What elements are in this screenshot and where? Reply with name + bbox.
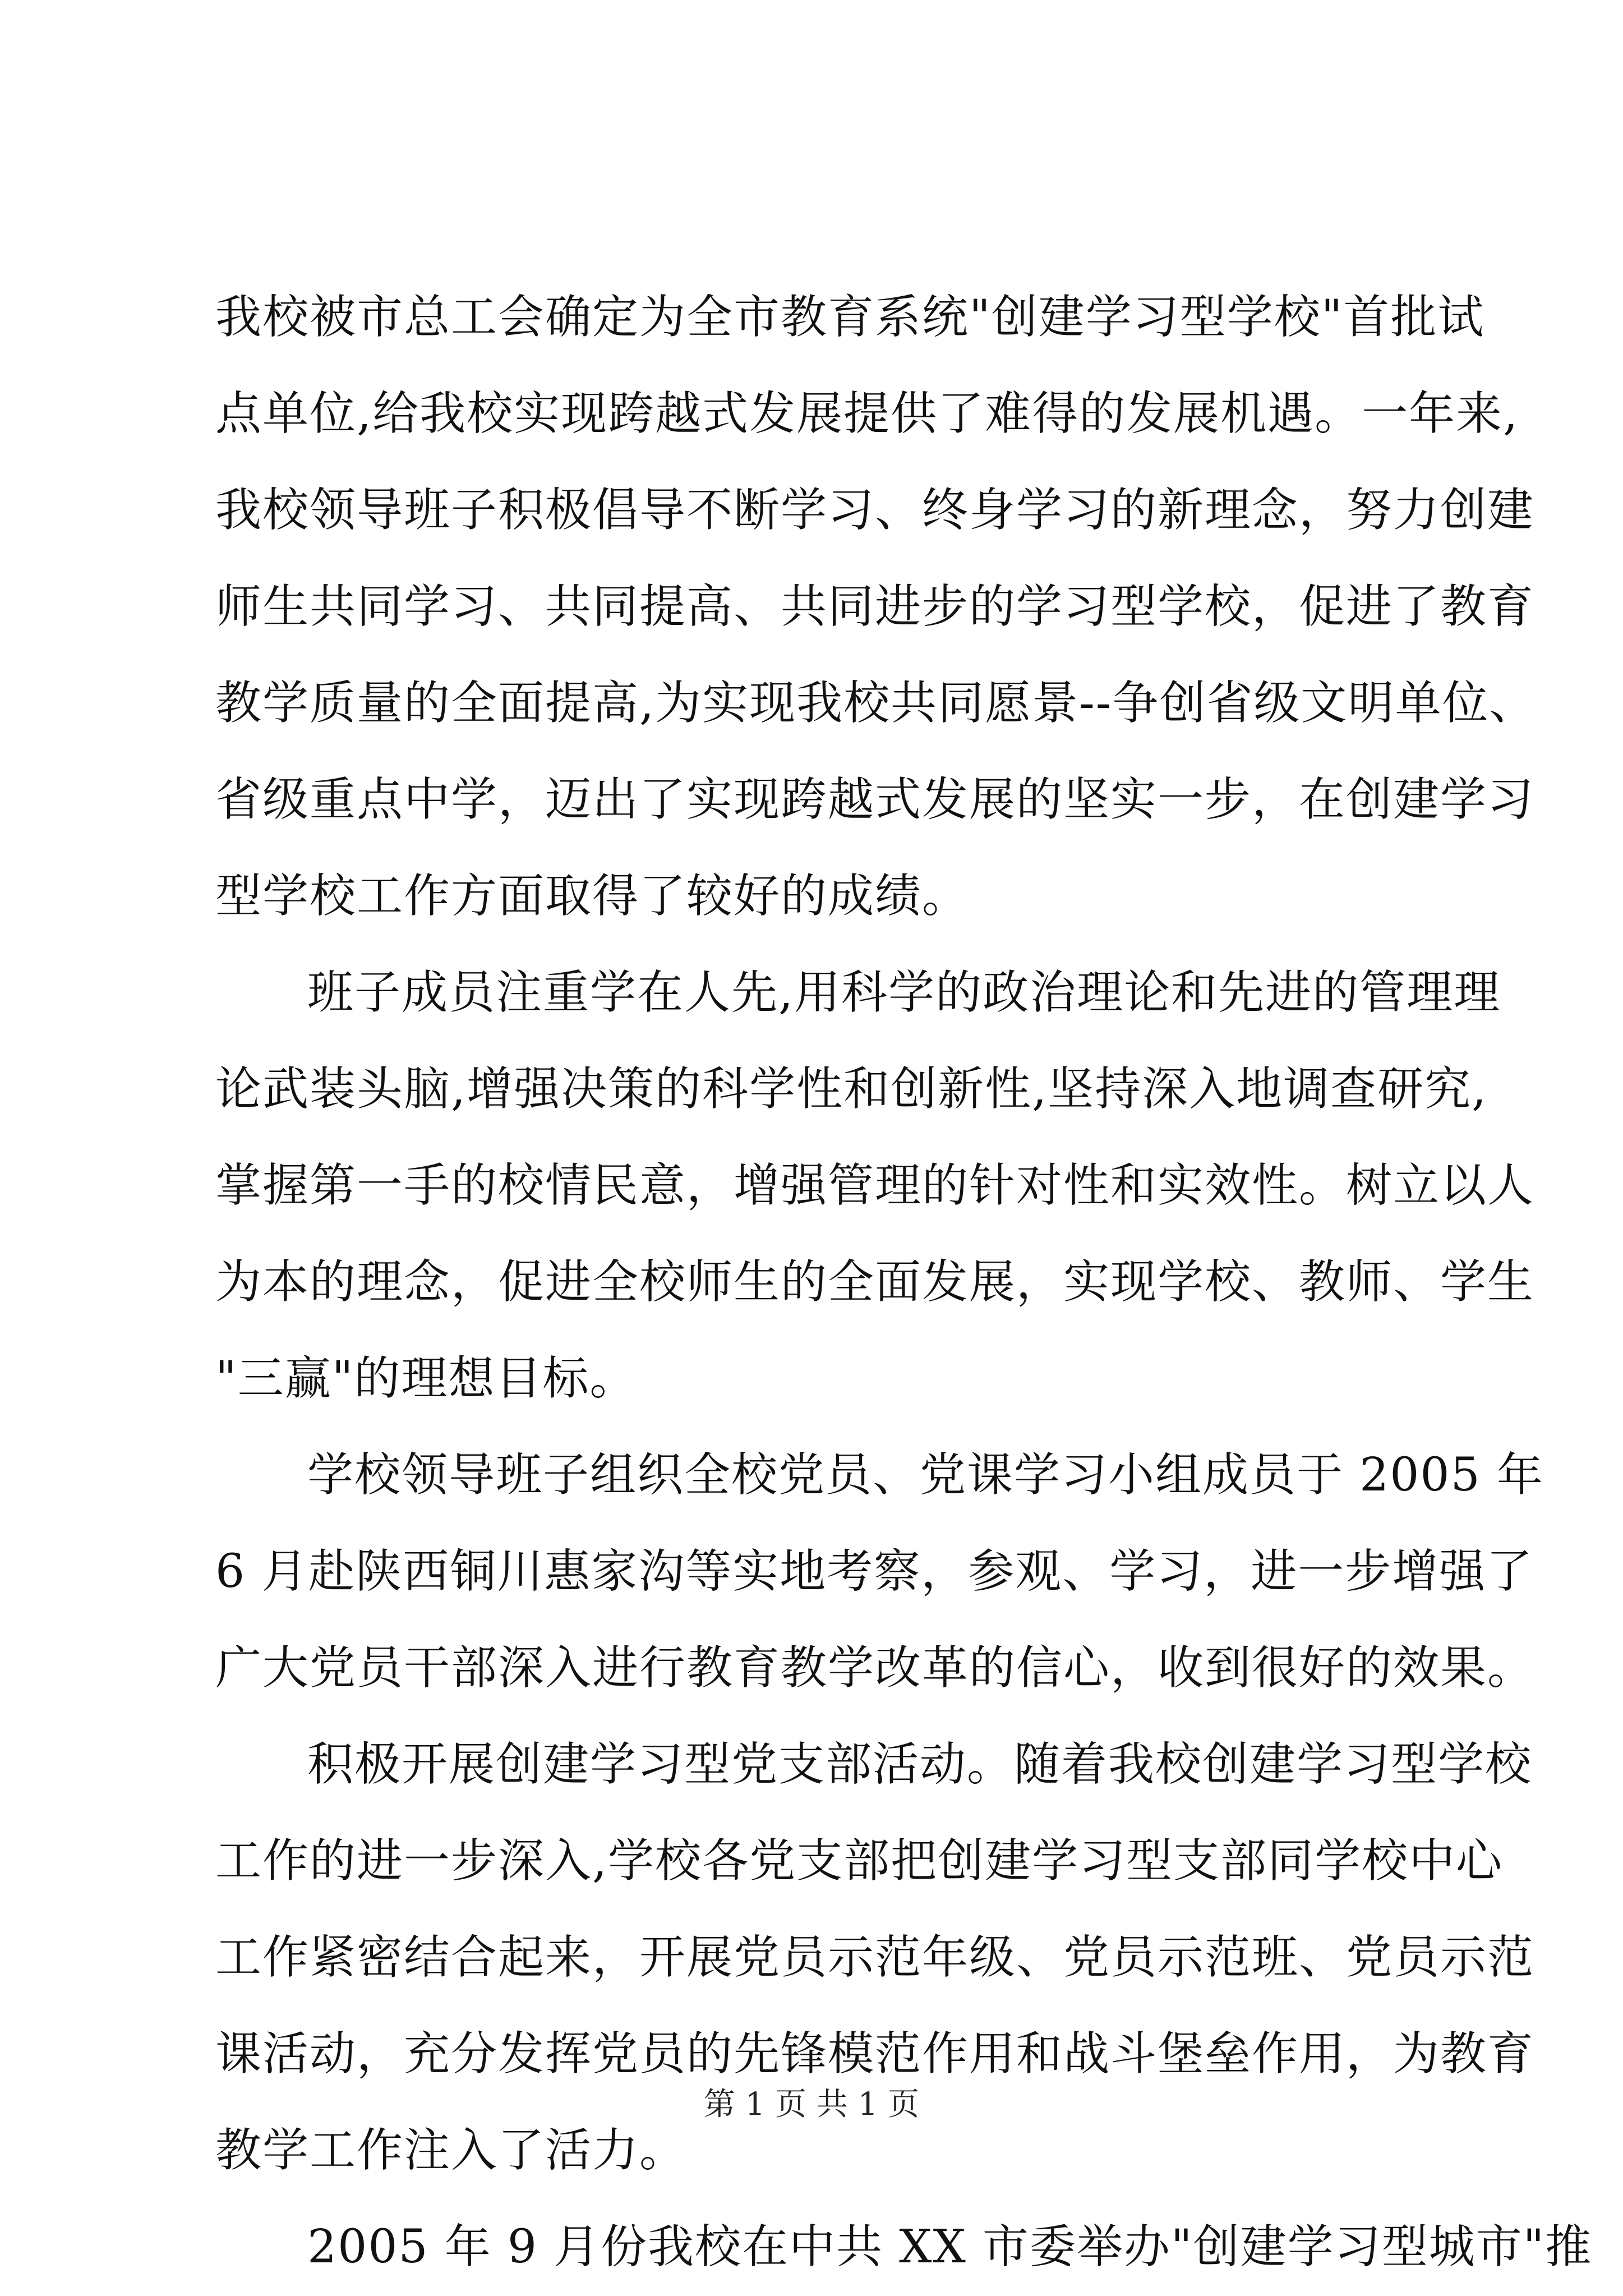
paragraph-start-line: 学校领导班子组织全校党员、党课学习小组成员于 2005 年: [307, 1448, 1544, 1502]
text-line: 教学工作注入了活力。: [215, 2124, 687, 2177]
text-line: 课活动，充分发挥党员的先锋模范作用和战斗堡垒作用，为教育: [215, 2027, 1535, 2081]
page-number-footer: 第 1 页 共 1 页: [703, 2086, 920, 2123]
paragraph-start-line: 2005 年 9 月份我校在中共 XX 市委举办"创建学习型城市"推: [307, 2220, 1593, 2274]
text-line: 工作的进一步深入,学校各党支部把创建学习型支部同学校中心: [215, 1834, 1504, 1888]
text-line: 点单位,给我校实现跨越式发展提供了难得的发展机遇。一年来,: [215, 387, 1519, 440]
text-line: 论武装头脑,增强决策的科学性和创新性,坚持深入地调查研究,: [215, 1062, 1488, 1116]
text-line: 掌握第一手的校情民意，增强管理的针对性和实效性。树立以人: [215, 1159, 1535, 1212]
text-line: 6 月赴陕西铜川惠家沟等实地考察，参观、学习，进一步增强了: [215, 1545, 1534, 1598]
text-line: 工作紧密结合起来，开展党员示范年级、党员示范班、党员示范: [215, 1931, 1535, 1984]
paragraph-start-line: 积极开展创建学习型党支部活动。随着我校创建学习型学校: [307, 1738, 1533, 1791]
text-line: 教学质量的全面提高,为实现我校共同愿景--争创省级文明单位、: [215, 677, 1537, 730]
text-line: 省级重点中学，迈出了实现跨越式发展的坚实一步，在创建学习: [215, 773, 1535, 826]
text-line: 为本的理念，促进全校师生的全面发展，实现学校、教师、学生: [215, 1255, 1535, 1309]
text-line: 师生共同学习、共同提高、共同进步的学习型学校，促进了教育: [215, 580, 1535, 633]
text-line: 型学校工作方面取得了较好的成绩。: [215, 869, 970, 923]
paragraph-start-line: 班子成员注重学在人先,用科学的政治理论和先进的管理理: [307, 966, 1501, 1019]
text-line: 广大党员干部深入进行教育教学改革的信心，收到很好的效果。: [215, 1641, 1535, 1695]
text-line: 我校领导班子积极倡导不断学习、终身学习的新理念，努力创建: [215, 484, 1535, 537]
text-line: "三赢"的理想目标。: [215, 1352, 637, 1405]
document-body: [215, 269, 1593, 2295]
text-line: 我校被市总工会确定为全市教育系统"创建学习型学校"首批试: [215, 291, 1485, 344]
